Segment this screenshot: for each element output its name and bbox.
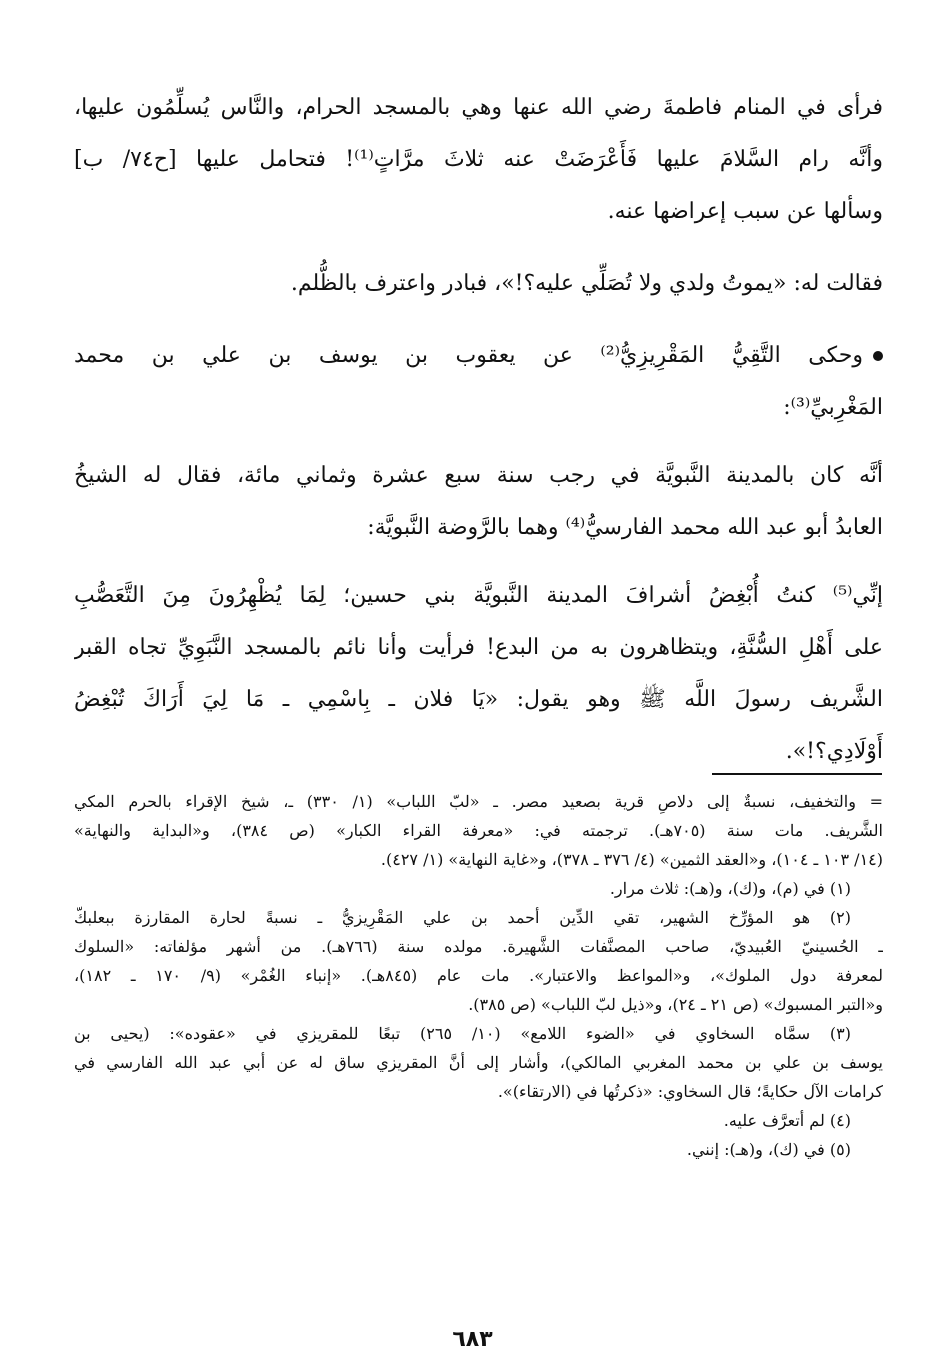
footnote-line: (١٤/ ١٠٣ ـ ١٠٤)، و«العقد الثمين» (٤/ ٣٧٦ ـ ٣٧٨)، و«غاية النهاية» (١/ ٤٢٧). — [380, 850, 883, 869]
footnote-line: كرامات الآل حكايةً؛ قال السخاوي: «ذكرتُها في (الارتقاء)». — [497, 1082, 883, 1101]
footnote-3: (٣) سمَّاه السخاوي في «الضوء اللامع» (١٠/ ٢٦٥) تبعًا للمقريزي في «عقوده»: (يحيى بن — [74, 1024, 852, 1043]
text-line: الشَّريف رسولَ اللَّه ﷺ وهو يقول: «يَا فلان ـ بِاسْمِي ـ مَا لِيَ أَرَاكَ تُبْغِضُ — [74, 687, 883, 712]
footnote-line: و«التبر المسبوك» (ص ٢١ ـ ٢٤)، و«ذيل لبّ اللباب» (ص ٣٨٥). — [468, 995, 883, 1014]
footnote-5: (٥) في (ك)، و(هـ): إنني. — [686, 1140, 851, 1159]
footnote-line: = والتخفيف، نسبةٌ إلى دلاصِ قرية بصعيد مصر. ـ «لبّ اللباب» (١/ ٣٣٠) ـ، شيخ الإقراء بالحرم المكي — [74, 792, 883, 811]
paragraph-5 — [74, 570, 883, 778]
text-line: المَغْرِبيِّ⁽³⁾: — [783, 395, 883, 420]
footnote-line: ـ الحُسينيّ العُبيديّ، صاحب المصنَّفات الشَّهيرة. مولده سنة (٧٦٦هـ). من أشهر مؤلفاته: «السلوك — [74, 937, 883, 956]
footnote-separator — [712, 773, 882, 775]
text-line: أنَّه كان بالمدينة النَّبويَّة في رجب سنة سبع عشرة وثماني مائة، فقال له الشيخُ — [74, 463, 883, 488]
text-line: العابدُ أبو عبد الله محمد الفارسيُّ⁽⁴⁾ وهما بالرَّوضة النَّبويَّة: — [367, 515, 883, 540]
footnote-1: (١) في (م)، و(ك)، و(هـ): ثلاث مرار. — [609, 879, 851, 898]
footnote-2: (٢) هو المؤرِّخ الشهير، تقي الدِّين أحمد بن علي المَقْرِيزيُّ ـ نسبةً لحارة المقارزة ببعلبكّ — [74, 908, 851, 927]
footnote-line: لمعرفة دول الملوك»، و«المواعظ والاعتبار». مات عام (٨٤٥هـ). «إنباء الغُمْر» (٩/ ١٧٠ ـ ١٨٢)، — [74, 966, 883, 985]
paragraph-3 — [74, 330, 883, 434]
paragraph-2 — [74, 258, 883, 310]
text-line: وسألها عن سبب إعراضها عنه. — [607, 199, 883, 224]
footnote-4: (٤) لم أتعرَّف عليه. — [723, 1111, 851, 1130]
paragraph-4 — [74, 450, 883, 554]
text-line: إنِّي⁽⁵⁾ كنتُ أُبْغِضُ أشرافَ المدينة النَّبويَّة بني حسين؛ لِمَا يُظْهِرُونَ مِنَ التَّعَصُّبِ — [74, 583, 883, 608]
footnote-line: الشَّريف. مات سنة (٧٠٥هـ). ترجمته في: «معرفة القراء الكبار» (ص ٣٨٤)، و«البداية والنهاية» — [74, 821, 883, 840]
page-number: ٦٨٣ — [452, 1327, 493, 1352]
paragraph-1 — [74, 82, 883, 238]
text-line-bullet — [74, 330, 883, 382]
text-line: فرأى في المنام فاطمةَ رضي الله عنها وهي بالمسجد الحرام، والنَّاس يُسلِّمُون عليها، — [74, 95, 883, 120]
text-line: على أَهْلِ السُّنَّةِ، ويتظاهرون به من البدع! فرأيت وأنا نائم بالمسجد النَّبَوِيِّ تجاه القبر — [74, 635, 883, 660]
text-line: وأنَّه رام السَّلامَ عليها فَأَعْرَضَتْ عنه ثلاثَ مرَّاتٍ⁽¹⁾! فتحامل عليها [ح٧٤/ ب] — [74, 147, 883, 172]
text-line: فقالت له: «يموتُ ولدي ولا تُصَلِّي عليه؟!»، فبادر واعترف بالظُّلم. — [290, 271, 883, 296]
main-text — [74, 82, 883, 778]
text-line: وحكى التَّقِيُّ المَقْرِيزِيُّ⁽²⁾ عن يعقوب بن يوسف بن علي بن محمد — [74, 343, 863, 368]
bullet-icon — [873, 351, 883, 361]
text-line: أَوْلَادِي؟!». — [785, 739, 883, 764]
footnote-line: يوسف بن علي بن محمد المغربي المالكي)، وأشار إلى أنَّ المقريزي ساق له عن أبي عبد الله الفارسي في — [74, 1053, 883, 1072]
footnotes — [74, 787, 883, 1164]
